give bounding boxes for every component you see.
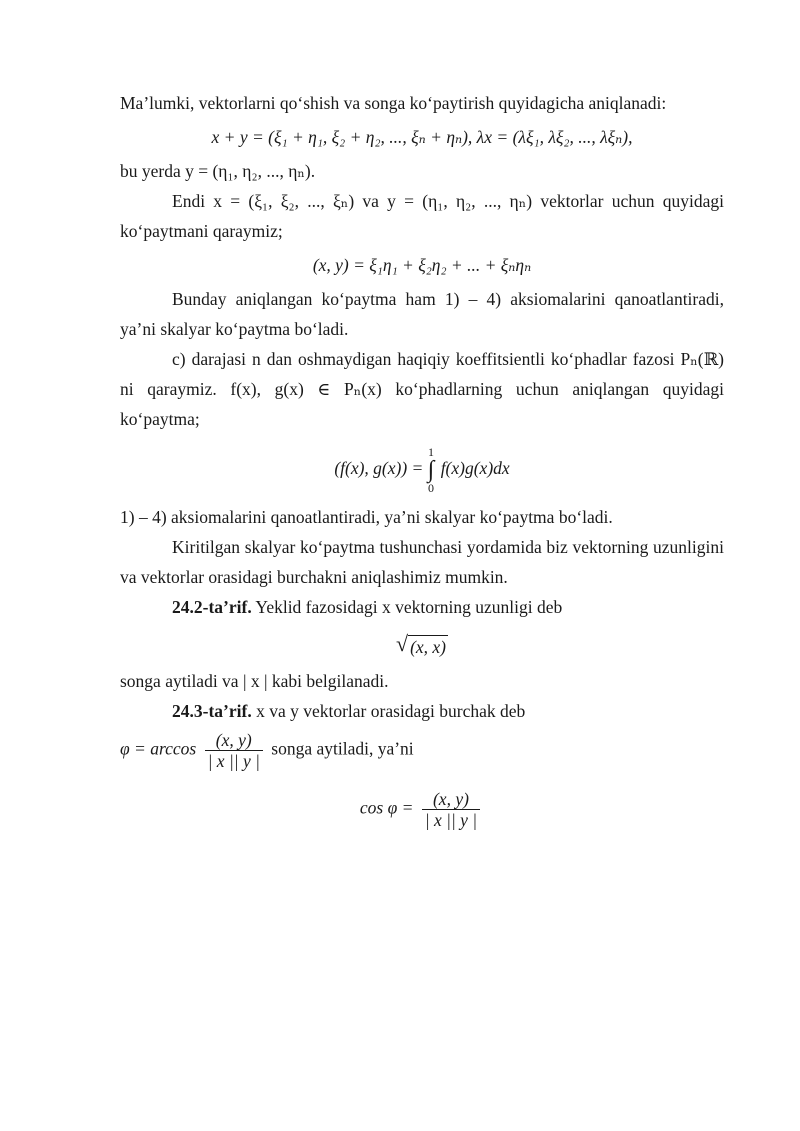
integral-sign: ∫ (427, 457, 435, 483)
polynomial-space-paragraph: c) darajasi n dan oshmaydigan haqiqiy koeffitsientli ko‘phadlar fazosi Pₙ(ℝ) ni qaraymiz. f(x), g(x) ∈ Pₙ(x) ko‘phadlarning uchun aniqlangan quyidagi ko‘paytma; (120, 349, 724, 429)
cosine-formula-left: cos φ = (359, 797, 414, 818)
vector-operations-formula: x + y = (ξ₁ + η₁, ξ₂ + η₂, ..., ξₙ + ηₙ), λx = (λξ₁, λξ₂, ..., λξₙ), (211, 127, 633, 147)
cosine-fraction-denominator: | x || y | (422, 809, 480, 830)
integral-formula-left: (f(x), g(x)) = (334, 458, 424, 479)
definition-24-2-text: Yeklid fazosidagi x vektorning uzunligi deb (251, 597, 563, 617)
axioms-paragraph: Bunday aniqlangan ko‘paytma ham 1) – 4) aksiomalarini qanoatlantiradi, ya’ni skalyar ko‘paytma bo‘ladi. (120, 289, 724, 339)
axioms-satisfied-paragraph: 1) – 4) aksiomalarini qanoatlantiradi, ya’ni skalyar ko‘paytma bo‘ladi. (120, 507, 613, 527)
square-root (396, 632, 448, 658)
integral-product-formula (120, 446, 724, 494)
radicand: (x, x) (410, 637, 447, 657)
angle-formula-left: φ = arccos (120, 738, 197, 759)
radical-sign: √ (395, 631, 409, 656)
angle-definition-line (120, 730, 724, 771)
cosine-fraction-numerator: (x, y) (432, 789, 469, 809)
product-intro-paragraph: Endi x = (ξ₁, ξ₂, ..., ξₙ) va y = (η₁, η₂, ..., ηₙ) vektorlar uchun quyidagi ko‘paytmani qaraymiz; (120, 191, 724, 241)
angle-fraction-denominator: | x || y | (205, 750, 263, 771)
definition-24-3-text: x va y vektorlar orasidagi burchak deb (251, 701, 526, 721)
integral-lower-limit: 0 (428, 481, 435, 495)
scalar-product-formula: (x, y) = ξ₁η₁ + ξ₂η₂ + ... + ξₙηₙ (312, 255, 532, 275)
intro-paragraph: Ma’lumki, vektorlarni qo‘shish va songa ko‘paytirish quyidagicha aniqlanadi: (120, 93, 667, 113)
document-page (120, 88, 724, 830)
definition-24-2-label: 24.2-ta’rif. (172, 597, 252, 617)
where-clause: bu yerda y = (η₁, η₂, ..., ηₙ). (120, 161, 316, 181)
integral-symbol (428, 446, 435, 494)
length-notation-paragraph: songa aytiladi va | x | kabi belgilanadi. (120, 671, 389, 691)
angle-fraction (205, 730, 263, 771)
length-angle-intro-paragraph: Kiritilgan skalyar ko‘paytma tushunchasi yordamida biz vektorning uzunligini va vektorlar orasidagi burchakni aniqlashimiz mumkin. (120, 537, 724, 587)
cosine-fraction (422, 789, 480, 830)
definition-24-3 (120, 696, 724, 726)
length-formula (120, 630, 724, 660)
angle-definition-tail: songa aytiladi, ya’ni (271, 738, 414, 759)
angle-fraction-numerator: (x, y) (215, 730, 252, 750)
definition-24-3-label: 24.3-ta’rif. (172, 701, 252, 721)
cosine-formula (120, 789, 724, 830)
integral-upper-limit: 1 (428, 445, 435, 459)
definition-24-2 (120, 592, 724, 622)
integral-formula-right: f(x)g(x)dx (440, 458, 510, 479)
